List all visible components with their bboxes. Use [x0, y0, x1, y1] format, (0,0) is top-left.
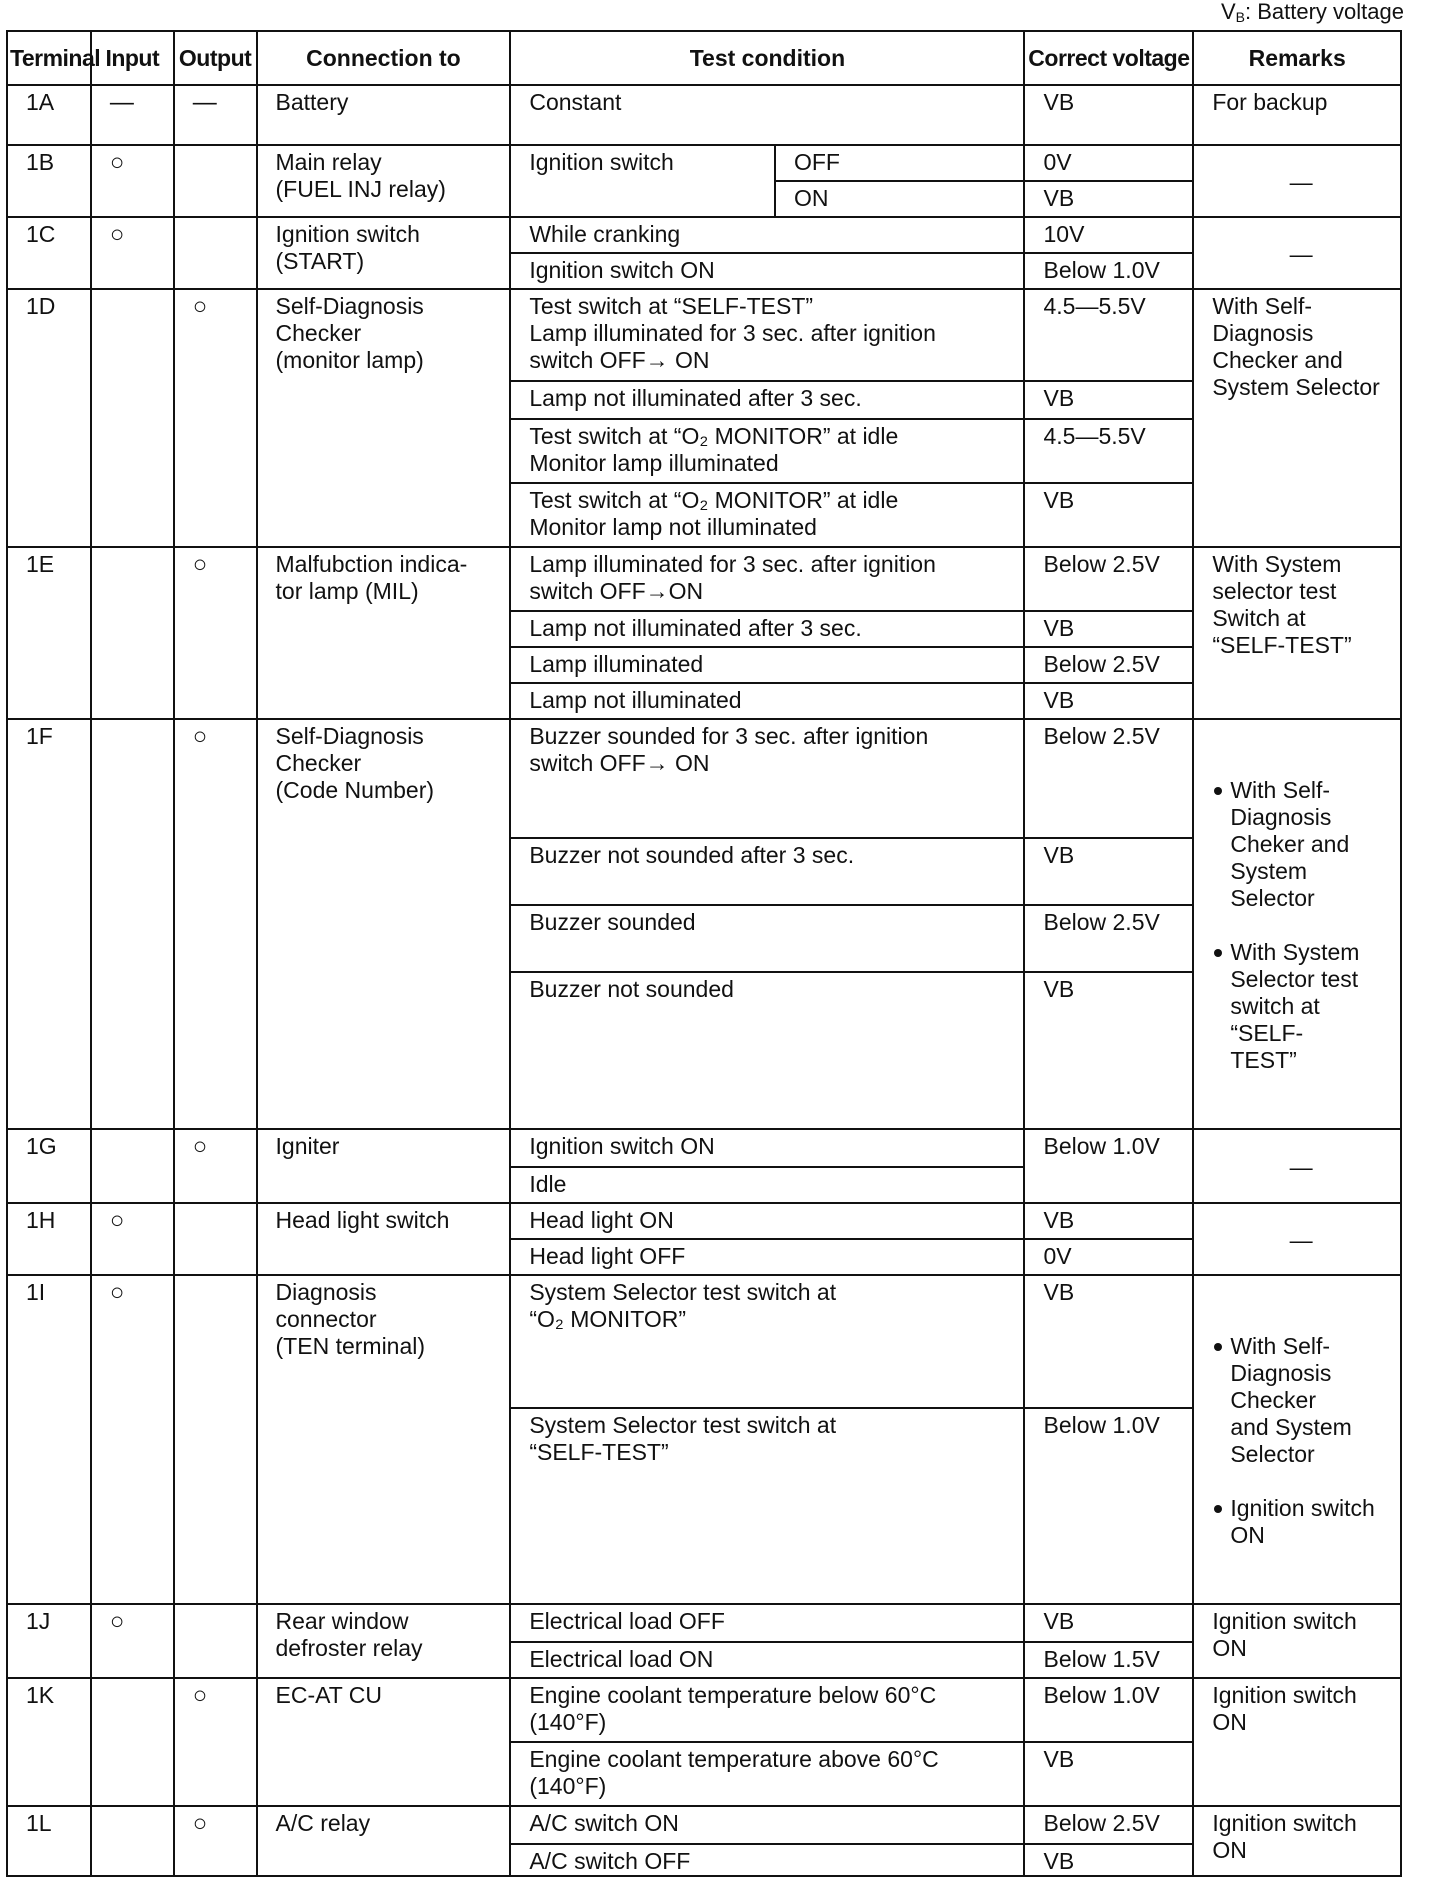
voltage-cell: Below 2.5V	[1024, 1806, 1193, 1844]
table-row-1E	[7, 547, 1401, 611]
connection-cell: Self-Diagnosis Checker (monitor lamp)	[257, 289, 511, 547]
input-cell	[91, 1678, 174, 1806]
remarks-bullet-list	[1212, 750, 1390, 1101]
condition-cell: Buzzer not sounded after 3 sec.	[510, 838, 1024, 905]
connection-cell: Battery	[257, 85, 511, 145]
condition-cell: Test switch at “O₂ MONITOR” at idle Monitor lamp not illuminated	[510, 483, 1024, 547]
remarks-cell	[1193, 719, 1401, 1129]
voltage-cell: Below 2.5V	[1024, 719, 1193, 838]
input-cell: ○	[91, 145, 174, 217]
voltage-cell: VB	[1024, 972, 1193, 1129]
connection-cell: Self-Diagnosis Checker (Code Number)	[257, 719, 511, 1129]
terminal-cell: 1C	[7, 217, 91, 289]
voltage-cell: Below 1.5V	[1024, 1642, 1193, 1678]
condition-cell: Buzzer not sounded	[510, 972, 1024, 1129]
remarks-bullet: With Self- Diagnosis Checker and System Selector	[1212, 1333, 1390, 1468]
condition-cell: Test switch at “SELF-TEST” Lamp illuminated for 3 sec. after ignition switch OFF→ ON	[510, 289, 1024, 381]
connection-cell: EC-AT CU	[257, 1678, 511, 1806]
voltage-cell: VB	[1024, 483, 1193, 547]
condition-cell: Electrical load ON	[510, 1642, 1024, 1678]
terminal-cell: 1I	[7, 1275, 91, 1604]
voltage-cell: VB	[1024, 1742, 1193, 1806]
output-cell: ○	[174, 547, 257, 719]
terminal-cell: 1D	[7, 289, 91, 547]
terminal-cell: 1L	[7, 1806, 91, 1876]
remarks-cell: Ignition switch ON	[1193, 1806, 1401, 1876]
table-row-1F	[7, 719, 1401, 838]
input-cell: ○	[91, 1203, 174, 1275]
voltage-cell: Below 2.5V	[1024, 905, 1193, 972]
table-row-1L	[7, 1806, 1401, 1844]
voltage-cell: Below 1.0V	[1024, 253, 1193, 289]
input-cell	[91, 1129, 174, 1203]
voltage-cell: 4.5—5.5V	[1024, 289, 1193, 381]
remarks-cell: With System selector test Switch at “SELF-TEST”	[1193, 547, 1401, 719]
remarks-bullet: Ignition switch ON	[1212, 1495, 1390, 1549]
table-row-1I	[7, 1275, 1401, 1408]
header-input: Input	[91, 31, 174, 85]
condition-cell: Test switch at “O₂ MONITOR” at idle Monitor lamp illuminated	[510, 419, 1024, 483]
condition-cell: A/C switch OFF	[510, 1844, 1024, 1876]
voltage-cell: VB	[1024, 1275, 1193, 1408]
output-cell	[174, 1604, 257, 1678]
legend-text: : Battery voltage	[1245, 0, 1404, 24]
voltage-cell: 4.5—5.5V	[1024, 419, 1193, 483]
condition-cell: Idle	[510, 1167, 1024, 1203]
table-row-1B	[7, 145, 1401, 181]
header-connection: Connection to	[257, 31, 511, 85]
terminal-cell: 1A	[7, 85, 91, 145]
table-row-1C	[7, 217, 1401, 253]
connection-cell: Diagnosis connector (TEN terminal)	[257, 1275, 511, 1604]
output-cell: ○	[174, 719, 257, 1129]
condition-cell: Buzzer sounded for 3 sec. after ignition switch OFF→ ON	[510, 719, 1024, 838]
condition-cell: Engine coolant temperature below 60°C (140°F)	[510, 1678, 1024, 1742]
remarks-cell: —	[1193, 217, 1401, 289]
connection-cell: Malfubction indica- tor lamp (MIL)	[257, 547, 511, 719]
remarks-cell	[1193, 1275, 1401, 1604]
condition-cell: Ignition switch ON	[510, 253, 1024, 289]
header-output: Output	[174, 31, 257, 85]
connection-cell: Rear window defroster relay	[257, 1604, 511, 1678]
voltage-cell: VB	[1024, 838, 1193, 905]
condition-cell: Head light OFF	[510, 1239, 1024, 1275]
table-row-1A	[7, 85, 1401, 145]
remarks-bullet: With System Selector test switch at “SELF- TEST”	[1212, 939, 1390, 1074]
terminal-cell: 1B	[7, 145, 91, 217]
output-cell	[174, 145, 257, 217]
voltage-cell: Below 1.0V	[1024, 1408, 1193, 1604]
legend-subscript: B	[1235, 9, 1246, 25]
header-test-condition: Test condition	[510, 31, 1024, 85]
voltage-cell: VB	[1024, 85, 1193, 145]
header-terminal: Terminal	[7, 31, 91, 85]
condition-cell: System Selector test switch at “SELF-TEST”	[510, 1408, 1024, 1604]
remarks-cell: —	[1193, 1203, 1401, 1275]
condition-cell: A/C switch ON	[510, 1806, 1024, 1844]
connection-cell: Ignition switch (START)	[257, 217, 511, 289]
input-cell	[91, 1806, 174, 1876]
condition-cell: Lamp illuminated for 3 sec. after ignition switch OFF→ON	[510, 547, 1024, 611]
output-cell: ○	[174, 289, 257, 547]
header-row	[7, 31, 1401, 85]
terminal-cell: 1K	[7, 1678, 91, 1806]
input-cell: ○	[91, 1604, 174, 1678]
condition-cell: Buzzer sounded	[510, 905, 1024, 972]
table-row-1H	[7, 1203, 1401, 1239]
voltage-cell: 0V	[1024, 1239, 1193, 1275]
condition-cell: Head light ON	[510, 1203, 1024, 1239]
remarks-cell: With Self- Diagnosis Checker and System Selector	[1193, 289, 1401, 547]
battery-voltage-legend	[1221, 0, 1404, 26]
voltage-cell: VB	[1024, 1203, 1193, 1239]
terminal-voltage-table	[6, 30, 1402, 1877]
output-cell: ○	[174, 1806, 257, 1876]
condition-sub-cell: OFF	[775, 145, 1025, 181]
connection-cell: Head light switch	[257, 1203, 511, 1275]
voltage-cell: Below 2.5V	[1024, 647, 1193, 683]
voltage-cell: VB	[1024, 381, 1193, 419]
input-cell: ○	[91, 217, 174, 289]
output-cell	[174, 1275, 257, 1604]
header-correct-voltage: Correct voltage	[1024, 31, 1193, 85]
voltage-cell: Below 1.0V	[1024, 1129, 1193, 1203]
condition-cell: Electrical load OFF	[510, 1604, 1024, 1642]
condition-cell: Ignition switch ON	[510, 1129, 1024, 1167]
output-cell: —	[174, 85, 257, 145]
terminal-cell: 1E	[7, 547, 91, 719]
header-remarks: Remarks	[1193, 31, 1401, 85]
voltage-cell: Below 2.5V	[1024, 547, 1193, 611]
condition-cell: Lamp illuminated	[510, 647, 1024, 683]
input-cell	[91, 719, 174, 1129]
table-row-1D	[7, 289, 1401, 381]
condition-sub-cell: ON	[775, 181, 1025, 217]
terminal-cell: 1G	[7, 1129, 91, 1203]
condition-cell: Lamp not illuminated after 3 sec.	[510, 611, 1024, 647]
voltage-cell: 10V	[1024, 217, 1193, 253]
remarks-cell: Ignition switch ON	[1193, 1678, 1401, 1806]
voltage-cell: VB	[1024, 683, 1193, 719]
output-cell	[174, 217, 257, 289]
remarks-bullet: With Self- Diagnosis Cheker and System Selector	[1212, 777, 1390, 912]
connection-cell: Igniter	[257, 1129, 511, 1203]
remarks-cell: —	[1193, 1129, 1401, 1203]
output-cell	[174, 1203, 257, 1275]
output-cell: ○	[174, 1129, 257, 1203]
remarks-cell: For backup	[1193, 85, 1401, 145]
remarks-bullet-list	[1212, 1306, 1390, 1576]
voltage-cell: VB	[1024, 1844, 1193, 1876]
table-row-1G	[7, 1129, 1401, 1167]
remarks-cell: Ignition switch ON	[1193, 1604, 1401, 1678]
input-cell: —	[91, 85, 174, 145]
table-row-1K	[7, 1678, 1401, 1742]
condition-cell: Constant	[510, 85, 1024, 145]
terminal-cell: 1F	[7, 719, 91, 1129]
output-cell: ○	[174, 1678, 257, 1806]
condition-cell: While cranking	[510, 217, 1024, 253]
voltage-cell: 0V	[1024, 145, 1193, 181]
condition-cell: Lamp not illuminated	[510, 683, 1024, 719]
connection-cell: Main relay (FUEL INJ relay)	[257, 145, 511, 217]
input-cell	[91, 289, 174, 547]
voltage-cell: VB	[1024, 181, 1193, 217]
legend-symbol: V	[1220, 0, 1236, 24]
input-cell: ○	[91, 1275, 174, 1604]
condition-cell: Lamp not illuminated after 3 sec.	[510, 381, 1024, 419]
terminal-cell: 1H	[7, 1203, 91, 1275]
input-cell	[91, 547, 174, 719]
remarks-cell: —	[1193, 145, 1401, 217]
connection-cell: A/C relay	[257, 1806, 511, 1876]
condition-cell: Engine coolant temperature above 60°C (140°F)	[510, 1742, 1024, 1806]
terminal-cell: 1J	[7, 1604, 91, 1678]
voltage-cell: VB	[1024, 1604, 1193, 1642]
voltage-cell: VB	[1024, 611, 1193, 647]
voltage-cell: Below 1.0V	[1024, 1678, 1193, 1742]
condition-cell: Ignition switch	[510, 145, 775, 217]
condition-cell: System Selector test switch at “O₂ MONITOR”	[510, 1275, 1024, 1408]
table-row-1J	[7, 1604, 1401, 1642]
